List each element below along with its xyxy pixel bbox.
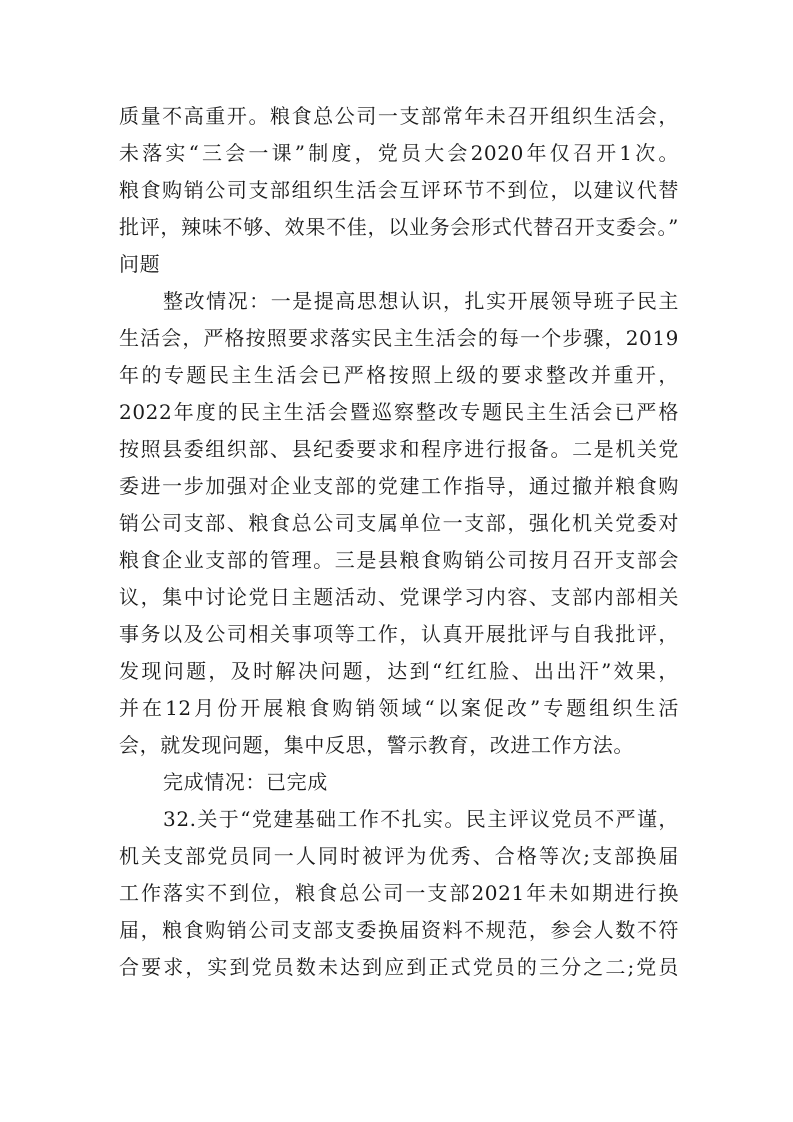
text-line-11: 委进一步加强对企业支部的党建工作指导，通过撤并粮食购	[119, 474, 679, 498]
text-line-22: 工作落实不到位，粮食总公司一支部2021年未如期进行换	[119, 881, 679, 905]
text-line-17: 并在12月份开展粮食购销领域“以案促改”专题组织生活	[119, 696, 679, 720]
text-line-21: 机关支部党员同一人同时被评为优秀、合格等次;支部换届	[119, 844, 679, 868]
text-line-23: 届，粮食购销公司支部支委换届资料不规范，参会人数不符	[119, 918, 679, 942]
document-body	[119, 98, 679, 986]
text-line-16: 发现问题，及时解决问题，达到“红红脸、出出汗”效果，	[119, 659, 679, 683]
paragraph-item-32-start: 32.关于“党建基础工作不扎实。民主评议党员不严谨，	[163, 807, 679, 831]
text-line-10: 按照县委组织部、县纪委要求和程序进行报备。二是机关党	[119, 437, 679, 461]
text-line-15: 事务以及公司相关事项等工作，认真开展批评与自我批评，	[119, 622, 679, 646]
completion-status: 完成情况：已完成	[163, 770, 328, 794]
text-line-7: 生活会，严格按照要求落实民主生活会的每一个步骤，2019	[119, 326, 679, 350]
text-line-14: 议，集中讨论党日主题活动、党课学习内容、支部内部相关	[119, 585, 679, 609]
text-line-18: 会，就发现问题，集中反思，警示教育，改进工作方法。	[119, 733, 634, 757]
text-line-24: 合要求，实到党员数未达到应到正式党员的三分之二;党员	[119, 955, 679, 979]
text-line-4: 批评，辣味不够、效果不佳，以业务会形式代替召开支委会。”	[119, 215, 679, 239]
text-line-5: 问题	[119, 252, 161, 276]
text-line-2: 未落实“三会一课”制度，党员大会2020年仅召开1次。	[119, 141, 679, 165]
text-line-3: 粮食购销公司支部组织生活会互评环节不到位，以建议代替	[119, 178, 679, 202]
text-line-12: 销公司支部、粮食总公司支属单位一支部，强化机关党委对	[119, 511, 679, 535]
text-line-13: 粮食企业支部的管理。三是县粮食购销公司按月召开支部会	[119, 548, 679, 572]
text-line-9: 2022年度的民主生活会暨巡察整改专题民主生活会已严格	[119, 400, 679, 424]
paragraph-rectification-start: 整改情况：一是提高思想认识，扎实开展领导班子民主	[163, 289, 679, 313]
text-line-1: 质量不高重开。粮食总公司一支部常年未召开组织生活会，	[119, 104, 679, 128]
text-line-8: 年的专题民主生活会已严格按照上级的要求整改并重开，	[119, 363, 679, 387]
